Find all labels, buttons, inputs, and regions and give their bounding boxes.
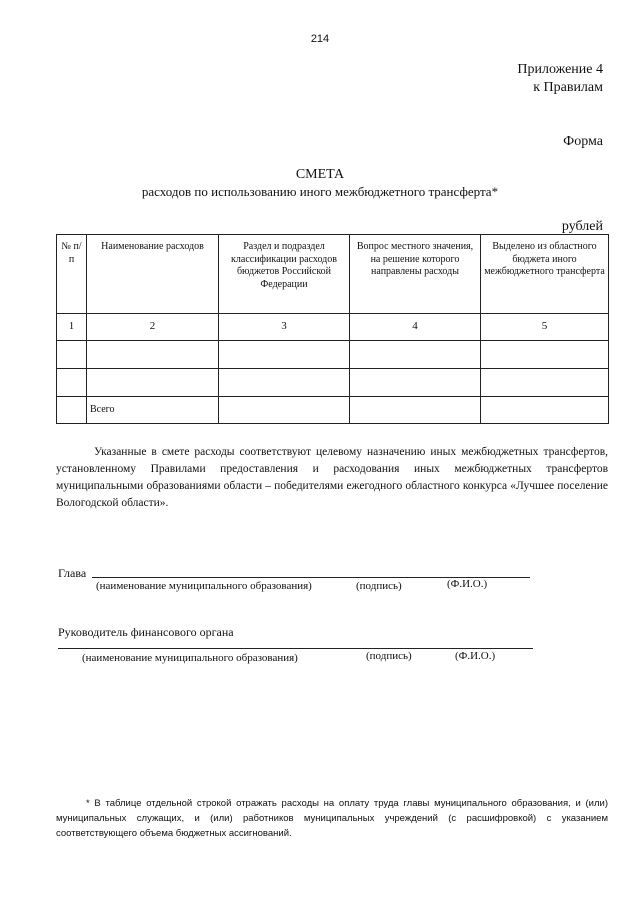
appendix-reference: к Правилам — [533, 80, 603, 95]
total-label: Всего — [87, 397, 219, 424]
table-cell[interactable] — [87, 341, 219, 369]
table-cell[interactable] — [350, 369, 481, 397]
table-cell[interactable] — [219, 397, 350, 424]
appendix-title: Приложение 4 — [517, 62, 603, 77]
table-column-numbers-row — [57, 314, 609, 341]
column-number-cell: 5 — [481, 314, 609, 341]
finance-head-signature-line[interactable] — [58, 648, 533, 649]
head-signature-caption: (подпись) — [356, 580, 402, 592]
header-classification: Раздел и подраздел классификации расходов бюджетов Российской Федерации — [219, 235, 350, 314]
table-cell[interactable] — [57, 341, 87, 369]
column-number-cell: 1 — [57, 314, 87, 341]
table-cell[interactable] — [57, 369, 87, 397]
header-expense-name: Наименование расходов — [87, 235, 219, 314]
column-number-cell: 2 — [87, 314, 219, 341]
table-cell[interactable] — [57, 397, 87, 424]
form-label: Форма — [563, 134, 603, 149]
finance-fio-caption: (Ф.И.О.) — [455, 650, 496, 662]
head-signature-label: Глава — [58, 566, 87, 580]
head-fio-caption: (Ф.И.О.) — [447, 578, 488, 590]
finance-head-signature-label: Руководитель финансового органа — [58, 625, 234, 639]
currency-unit: рублей — [561, 219, 603, 234]
finance-signature-caption: (подпись) — [366, 650, 412, 662]
header-local-issue: Вопрос местного значения, на решение которого направлены расходы — [350, 235, 481, 314]
head-municipality-caption: (наименование муниципального образования) — [96, 580, 312, 592]
table-cell[interactable] — [219, 369, 350, 397]
table-cell[interactable] — [87, 369, 219, 397]
column-number-cell: 3 — [219, 314, 350, 341]
table-total-row — [57, 397, 609, 424]
table-cell[interactable] — [481, 341, 609, 369]
table-row — [57, 341, 609, 369]
table-cell[interactable] — [350, 397, 481, 424]
document-title: СМЕТА — [295, 167, 345, 182]
compliance-statement: Указанные в смете расходы соответствуют целевому назначению иных межбюджетных трансфертов, установленному Правилами предоставления и расходования иных межбюджетных трансфертов муниципальными образованиями области – победителями ежегодного областного конкурса «Лучшее поселение Вологодской области». — [56, 446, 608, 509]
table-cell[interactable] — [350, 341, 481, 369]
finance-municipality-caption: (наименование муниципального образования) — [82, 652, 298, 664]
table-header-row — [57, 235, 609, 314]
header-allocated-amount: Выделено из областного бюджета иного межбюджетного трансферта — [481, 235, 609, 314]
table-cell[interactable] — [481, 397, 609, 424]
document-subtitle: расходов по использованию иного межбюджетного трансферта* — [141, 184, 499, 199]
page-number: 214 — [310, 33, 330, 45]
estimate-table — [56, 234, 609, 424]
column-number-cell: 4 — [350, 314, 481, 341]
header-number: № п/п — [57, 235, 87, 314]
table-cell[interactable] — [219, 341, 350, 369]
table-row — [57, 369, 609, 397]
table-cell[interactable] — [481, 369, 609, 397]
footnote: * В таблице отдельной строкой отражать расходы на оплату труда главы муниципального образования, и (или) муниципальных служащих, и (или) работников муниципальных учреждений (с расшифровкой) с указанием соответствующего объема бюджетных ассигнований. — [56, 798, 608, 839]
